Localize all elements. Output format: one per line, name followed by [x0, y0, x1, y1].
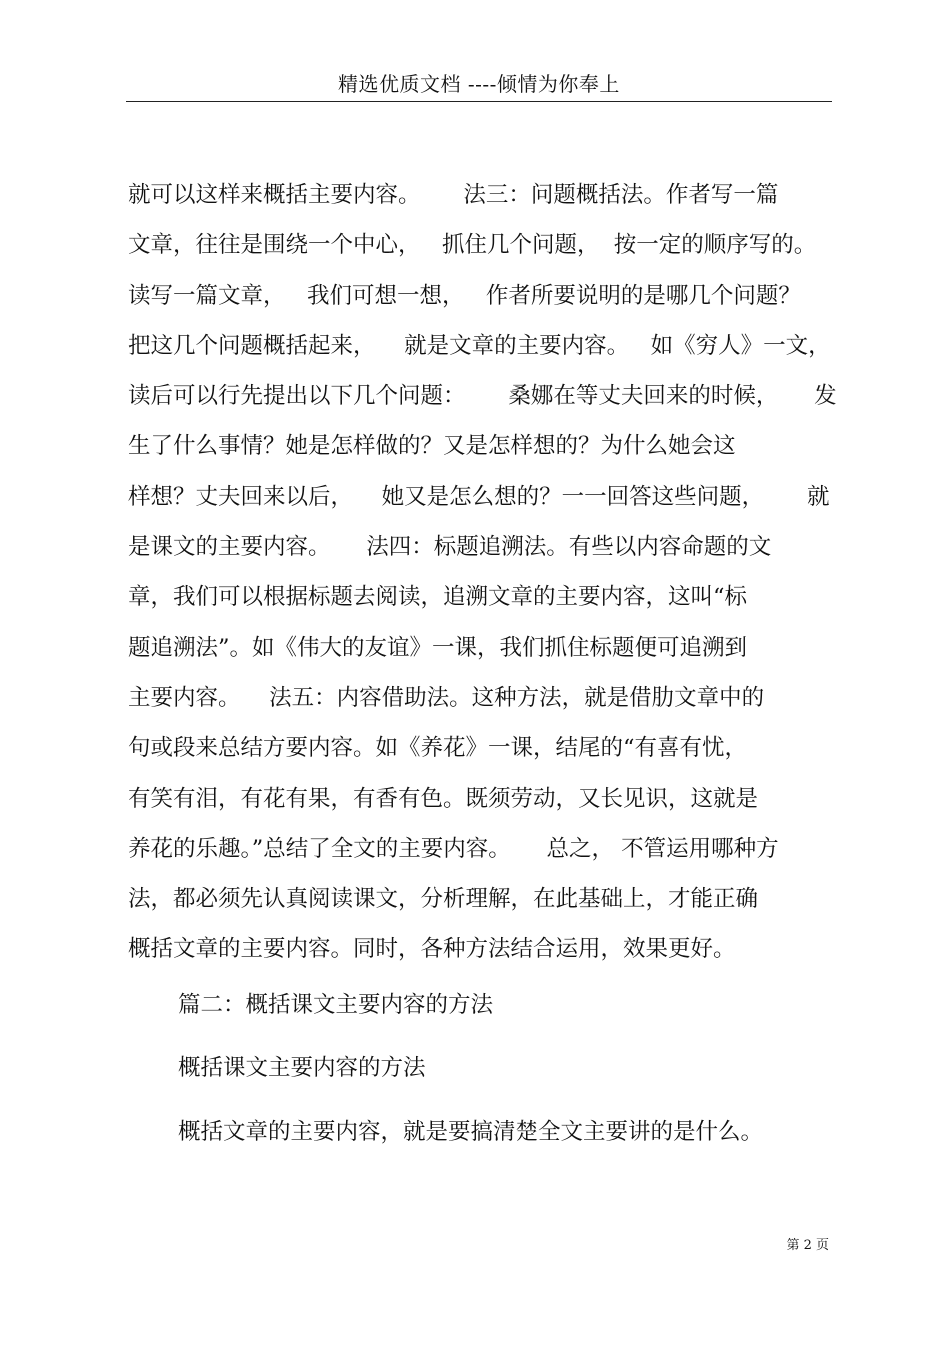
- text-line: 有笑有泪，有花有果，有香有色。既须劳动，又长见识，这就是: [128, 785, 759, 812]
- body-text: [128, 176, 838, 981]
- text-line: 样想？丈夫回来以后， 她又是怎么想的？一一回答这些问题， 就: [128, 483, 830, 510]
- text-line: 是课文的主要内容。 法四：标题追溯法。有些以内容命题的文: [128, 534, 772, 561]
- text-line: 概括文章的主要内容。同时，各种方法结合运用，效果更好。: [128, 936, 736, 963]
- text-line: 把这几个问题概括起来， 就是文章的主要内容。 如《穷人》一文，: [128, 332, 831, 359]
- page-header: 精选优质文档 ----倾情为你奉上: [338, 72, 620, 96]
- page-number: 第 2 页: [786, 1238, 829, 1253]
- text-line: 就可以这样来概括主要内容。 法三：问题概括法。作者写一篇: [128, 182, 779, 208]
- section-heading: 篇二：概括课文主要内容的方法: [178, 992, 494, 1018]
- text-line: 句或段来总结方要内容。如《养花》一课，结尾的“有喜有忧，: [128, 735, 748, 762]
- text-line: 文章，往往是围绕一个中心， 抓住几个问题， 按一定的顺序写的。: [128, 232, 817, 259]
- text-line: 章，我们可以根据标题去阅读，追溯文章的主要内容，这叫“标: [128, 584, 748, 611]
- text-line: 法，都必须先认真阅读课文，分析理解，在此基础上，才能正确: [128, 886, 759, 913]
- header-divider: [126, 101, 832, 102]
- text-line: 题追溯法”。如《伟大的友谊》一课，我们抓住标题便可追溯到: [128, 634, 748, 661]
- text-line: 养花的乐趣。”总结了全文的主要内容。 总之， 不管运用哪种方: [128, 835, 779, 862]
- section-subheading: 概括课文主要内容的方法: [178, 1055, 426, 1081]
- text-line: 生了什么事情？她是怎样做的？又是怎样想的？为什么她会这: [128, 433, 736, 460]
- text-line: 主要内容。 法五：内容借助法。这种方法，就是借肋文章中的: [128, 684, 765, 711]
- text-line: 读后可以行先提出以下几个问题： 桑娜在等丈夫回来的时候， 发: [128, 383, 837, 410]
- section-paragraph: 概括文章的主要内容，就是要搞清楚全文主要讲的是什么。: [178, 1119, 764, 1145]
- text-line: 读写一篇文章， 我们可想一想， 作者所要说明的是哪几个问题？: [128, 282, 801, 309]
